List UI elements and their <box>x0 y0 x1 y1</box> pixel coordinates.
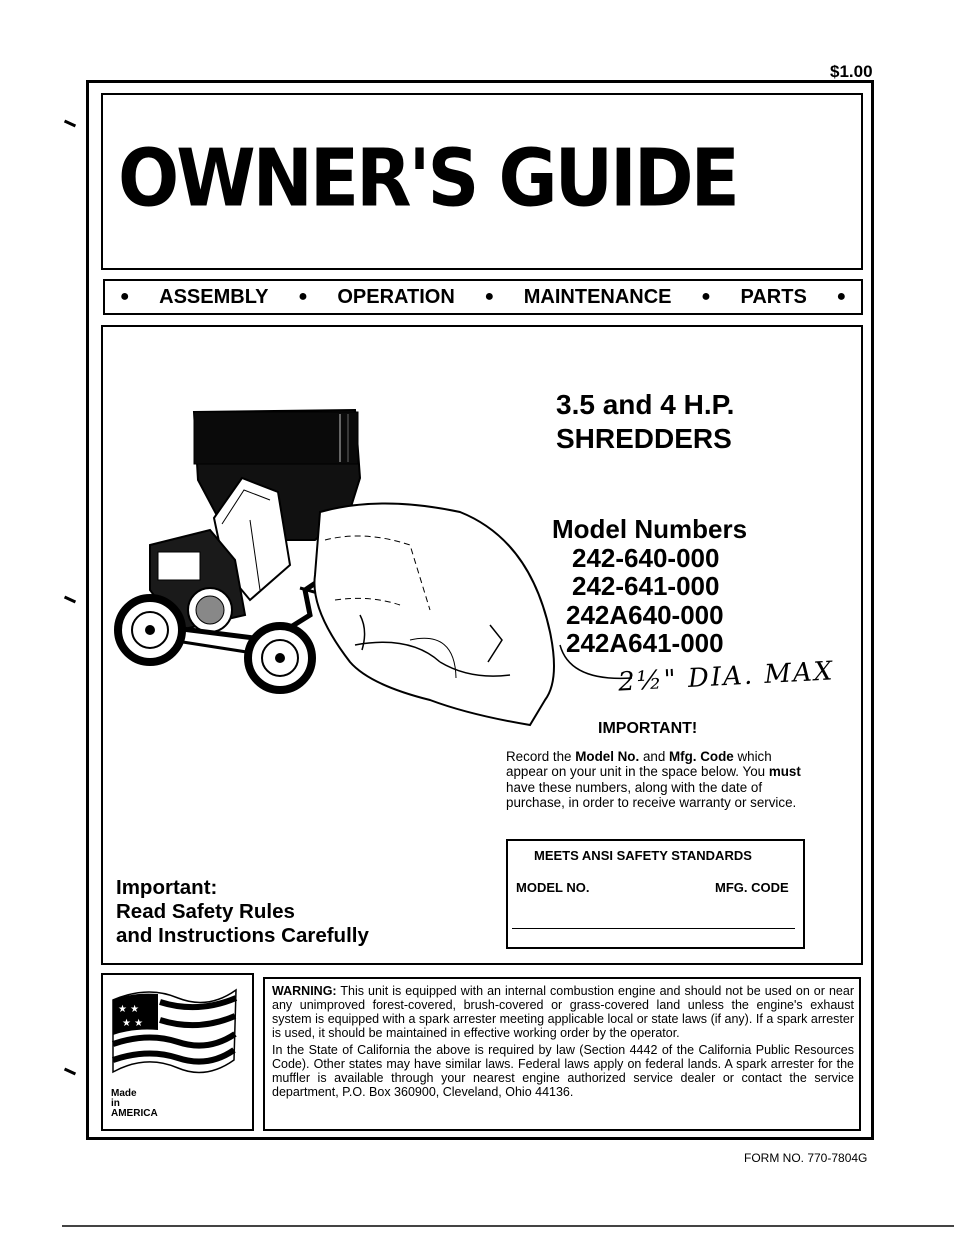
model-no-label: MODEL NO. <box>516 880 590 895</box>
model-numbers-heading: Model Numbers <box>552 514 748 544</box>
section-assembly: ASSEMBLY <box>159 285 269 308</box>
margin-mark <box>64 120 76 128</box>
model-number: 242-641-000 <box>572 571 720 601</box>
record-fill-line <box>512 928 795 929</box>
svg-text:★ ★: ★ ★ <box>118 1004 140 1015</box>
safety-notice-line: Important: <box>116 876 218 899</box>
section-maintenance: MAINTENANCE <box>523 285 672 308</box>
product-type: SHREDDERS <box>556 423 732 454</box>
mfg-code-emphasis: Mfg. Code <box>669 749 734 764</box>
shredder-illustration <box>110 400 560 730</box>
margin-mark <box>64 596 76 604</box>
section-operation: OPERATION <box>337 285 455 308</box>
bullet: ● <box>701 288 711 305</box>
form-number: FORM NO. 770-7804G <box>744 1151 868 1165</box>
safety-standards-label: MEETS ANSI SAFETY STANDARDS <box>534 848 752 863</box>
warning-paragraph <box>272 984 854 1040</box>
model-numbers <box>552 515 747 658</box>
section-parts: PARTS <box>740 285 807 308</box>
made-in-label <box>111 1089 158 1119</box>
bullet: ● <box>119 288 130 305</box>
model-number: 242A640-000 <box>566 599 724 630</box>
in-text: in <box>111 1098 120 1109</box>
made-text: Made <box>111 1088 137 1099</box>
warning-paragraph: In the State of California the above is required by law (Section 4442 of the California Public Resources Code). Other states may have similar laws. Federal laws apply on federal lands. A spark arrester for the muffler is available through your nearest engine authorized service dealer or contact the service department, P.O. Box 360900, Cleveland, Ohio 44136. <box>272 1043 854 1099</box>
model-number: 242A641-000 <box>566 628 724 658</box>
important-heading: IMPORTANT! <box>598 720 698 737</box>
page-title: OWNER'S GUIDE <box>118 132 737 225</box>
bullet: ● <box>484 288 495 305</box>
safety-notice <box>116 876 369 948</box>
safety-notice-line: and Instructions Carefully <box>116 924 369 947</box>
text: Record the <box>506 749 576 764</box>
sections-bar <box>103 279 863 315</box>
mfg-code-label: MFG. CODE <box>715 880 789 895</box>
american-flag-icon <box>108 980 243 1090</box>
bullet: ● <box>298 288 308 305</box>
warning-body: This unit is equipped with an internal combustion engine and should not be used on or near any unimproved forest-covered, brush-covered or grass-covered land unless the engine's exhaust system is equipped with a spark arrester meeting applicable local or state laws (if any). If a spark arrester is used, it should be maintained in effective working order by the operator. <box>272 984 854 1040</box>
text: which appear on your unit in the space below. You <box>506 749 772 780</box>
america-text: AMERICA <box>111 1108 158 1119</box>
warning-label: WARNING: <box>272 984 337 998</box>
warning-text <box>272 984 854 1102</box>
product-heading <box>556 388 734 456</box>
margin-mark <box>64 1068 76 1076</box>
bottom-rule <box>62 1225 954 1227</box>
price: $1.00 <box>830 62 873 81</box>
safety-notice-line: Read Safety Rules <box>116 900 295 923</box>
bullet: ● <box>836 288 847 305</box>
text: have these numbers, along with the date of purchase, in order to receive warranty or service. <box>506 779 797 810</box>
must-emphasis: must <box>768 764 801 780</box>
text: and <box>639 749 670 764</box>
handwritten-note: 2½" DIA. MAX <box>617 656 835 698</box>
model-no-emphasis: Model No. <box>575 749 640 764</box>
model-number: 242-640-000 <box>572 542 720 573</box>
svg-text:★ ★: ★ ★ <box>122 1018 144 1029</box>
product-hp: 3.5 and 4 H.P. <box>556 389 735 420</box>
important-text <box>506 749 810 810</box>
